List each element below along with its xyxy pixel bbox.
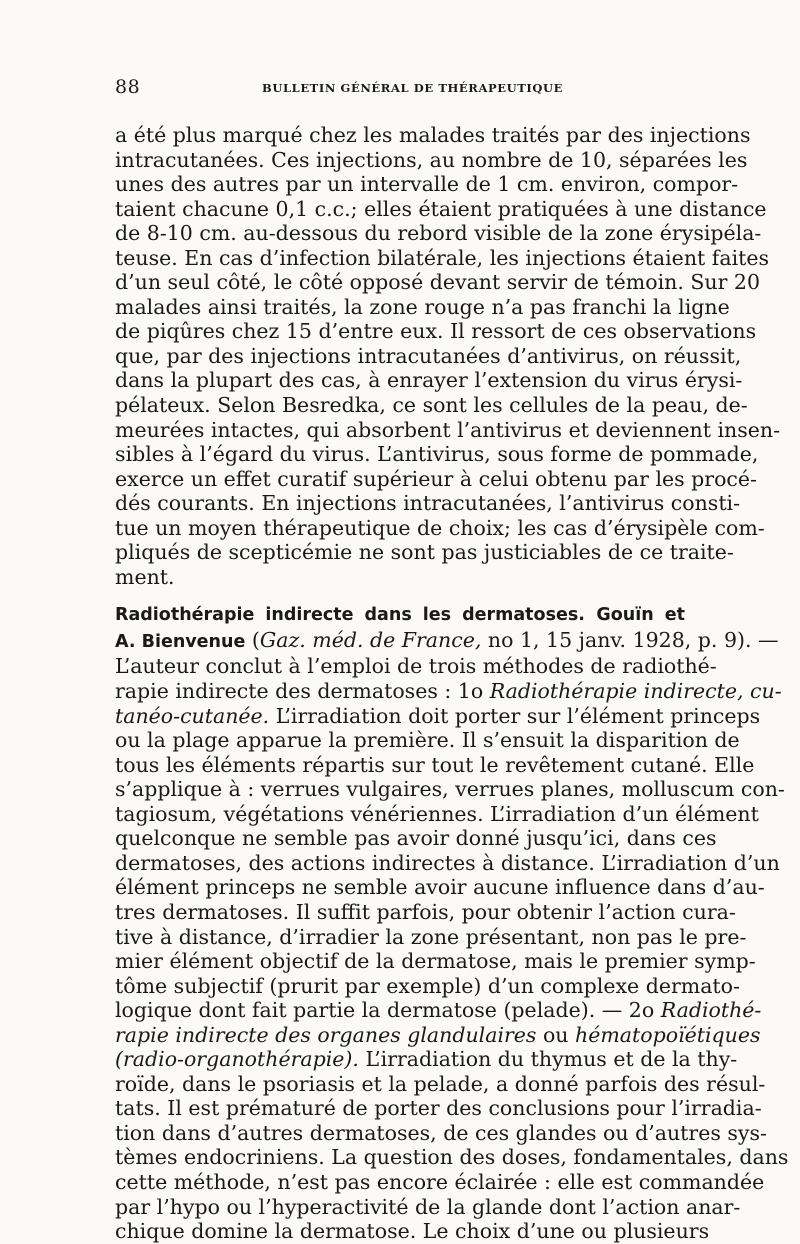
page-number: 88 [115, 76, 141, 98]
text-line: élément princeps ne semble avoir aucune influence dans d’au- [115, 875, 765, 900]
text-line: ou la plage apparue la première. Il s’ensuit la disparition de [115, 728, 740, 753]
paragraph-antivirus [115, 123, 781, 589]
citation-line: A. Bienvenue (Gaz. méd. de France, no 1, 15 janv. 1928, p. 9). — [115, 627, 779, 652]
body-text [115, 123, 789, 1244]
text-line: taient chacune 0,1 c.c.; elles étaient pratiquées à une distance [115, 196, 767, 221]
text-line: malades ainsi traités, la zone rouge n’a pas franchi la ligne [115, 294, 730, 319]
text-line [115, 703, 761, 729]
text-line: dans la plupart des cas, à enrayer l’extension du virus érysi- [115, 368, 743, 393]
text-line: ment. [115, 564, 175, 589]
method-two-title-cont: rapie indirecte des organes glandulaires [115, 1022, 537, 1047]
citation-details: no 1, 15 janv. 1928, p. 9). — [481, 627, 779, 652]
text-line [115, 679, 782, 704]
text-line: dés courants. En injections intracutanées, l’antivirus consti- [115, 491, 741, 516]
text-line: L’auteur conclut à l’emploi de trois méthodes de radiothé- [115, 654, 717, 679]
text-line: tôme subjectif (prurit par exemple) d’un complexe dermato- [115, 973, 740, 998]
article-heading-line [115, 601, 685, 628]
text-line [115, 1047, 738, 1072]
text-line: pliqués de scepticémie ne sont pas justiciables de ce traite- [115, 540, 734, 565]
text-line: tats. Il est prématuré de porter des conclusions pour l’irradia- [115, 1096, 762, 1121]
citation-journal: Gaz. méd. de France, [259, 627, 482, 652]
text-line: tion dans d’autres dermatoses, de ces glandes ou d’autres sys- [115, 1120, 767, 1145]
text-line [115, 998, 762, 1023]
text-line: s’applique à : verrues vulgaires, verrues planes, molluscum con- [115, 777, 785, 802]
text-fragment: L’irradiation du thymus et de la thy- [358, 1047, 738, 1072]
text-fragment: logique dont fait partie la dermatose (pelade). — 2o [115, 998, 661, 1023]
text-line: que, par des injections intracutanées d’antivirus, on réussit, [115, 343, 742, 368]
text-line: tive à distance, d’irradier la zone présentant, non pas le pre- [115, 924, 747, 949]
text-line: de 8-10 cm. au-dessous du rebord visible de la zone érysipéla- [115, 221, 762, 246]
method-one-title-end: tanéo-cutanée. [115, 703, 270, 728]
article-heading-title: Radiothérapie indirecte dans les dermatoses. [115, 605, 585, 626]
method-two-subtitle: (radio-organothérapie). [115, 1047, 359, 1072]
text-line: quelconque ne semble pas avoir donné jusqu’ici, dans ces [115, 826, 717, 851]
text-line: teuse. En cas d’infection bilatérale, les injections étaient faites [115, 245, 770, 270]
text-line: unes des autres par un intervalle de 1 cm. environ, compor- [115, 172, 739, 197]
paragraph-radiotherapie [115, 601, 789, 1244]
text-line: intracutanées. Ces injections, au nombre de 10, séparées les [115, 147, 748, 172]
text-line: par l’hypo ou l’hyperactivité de la glande dont l’action anar- [115, 1194, 741, 1219]
text-fragment: rapie indirecte des dermatoses : 1o [115, 679, 490, 704]
text-fragment: ou [536, 1022, 576, 1047]
text-line: tagiosum, végétations vénériennes. L’irradiation d’un élément [115, 801, 759, 826]
method-one-title: Radiothérapie indirecte, cu- [489, 679, 782, 704]
text-line: tèmes endocriniens. La question des doses, fondamentales, dans [115, 1145, 789, 1170]
text-line: cette méthode, n’est pas encore éclairée : elle est commandée [115, 1169, 765, 1194]
text-line: roïde, dans le psoriasis et la pelade, a donné parfois des résul- [115, 1071, 766, 1096]
text-fragment: L’irradiation doit porter sur l’élément princeps [269, 703, 761, 728]
text-line: mier élément objectif de la dermatose, mais le premier symp- [115, 949, 756, 974]
running-title: BULLETIN GÉNÉRAL DE THÉRAPEUTIQUE [262, 81, 563, 95]
method-two-title-end: hématopoïétiques [575, 1022, 761, 1047]
text-line: dermatoses, des actions indirectes à distance. L’irradiation d’un [115, 850, 780, 875]
text-line: d’un seul côté, le côté opposé devant servir de témoin. Sur 20 [115, 270, 761, 295]
page-header [115, 76, 685, 100]
text-line: de piqûres chez 15 d’entre eux. Il ressort de ces observations [115, 319, 757, 344]
text-line: sibles à l’égard du virus. L’antivirus, sous forme de pommade, [115, 442, 759, 467]
text-line: exerce un effet curatif supérieur à celui obtenu par les procé- [115, 466, 757, 491]
text-line: tous les éléments répartis sur tout le revêtement cutané. Elle [115, 752, 755, 777]
text-line: tue un moyen thérapeutique de choix; les cas d’érysipèle com- [115, 515, 765, 540]
text-line: chique domine la dermatose. Le choix d’une ou plusieurs [115, 1219, 710, 1244]
article-authors-b: A. Bienvenue [115, 631, 246, 652]
text-line: pélateux. Selon Besredka, ce sont les cellules de la peau, de- [115, 393, 748, 418]
text-line: meurées intactes, qui absorbent l’antivirus et deviennent insen- [115, 417, 781, 442]
text-line: a été plus marqué chez les malades traités par des injections [115, 123, 751, 147]
article-authors-a: Gouïn et [596, 605, 685, 626]
method-two-title: Radiothé- [660, 998, 762, 1023]
text-line: tres dermatoses. Il suffit parfois, pour obtenir l’action cura- [115, 899, 736, 924]
text-line [115, 1022, 761, 1048]
